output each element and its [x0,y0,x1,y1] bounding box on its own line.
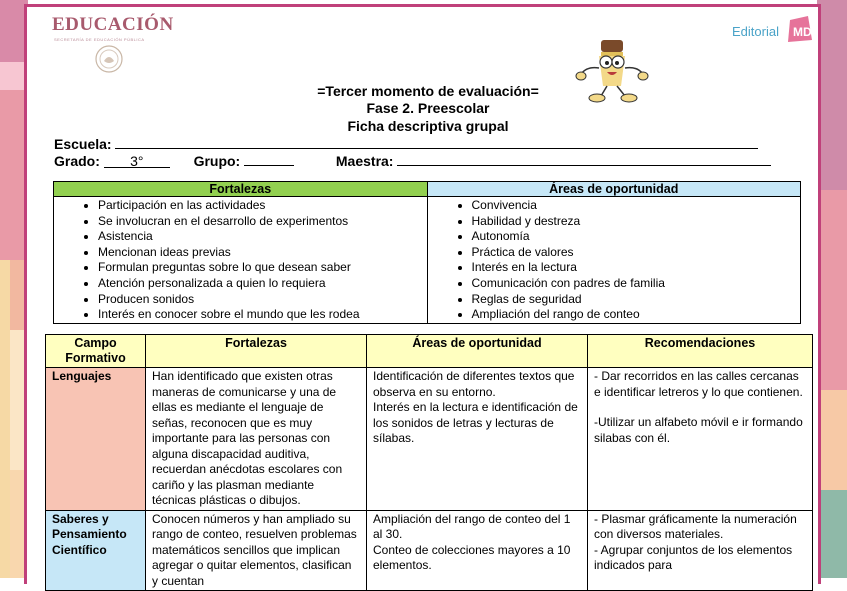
areas-text: Interés en la lectura e identificación de los sonidos de letras y lecturas de sílabas. [373,400,578,445]
opportunities-header: Áreas de oportunidad [427,182,801,197]
education-logo-subtitle: SECRETARÍA DE EDUCACIÓN PÚBLICA [54,37,145,42]
list-item: • Habilidad y destreza [472,214,801,230]
right-decorative-border [817,0,847,578]
fortalezas-cell: Han identificado que existen otras maneras de comunicarse y una de ellas es mediante el lenguaje de señas, reconocen que es muy importante para las personas con alguna discapacidad auditiva, recuerdan anécdotas escolares con cariño y las plasman mediante técnicas plásticas o dibujos. [146,368,367,511]
recomendaciones-header: Recomendaciones [588,335,813,368]
strengths-header: Fortalezas [54,182,428,197]
list-item: • Convivencia [472,198,801,214]
opportunities-cell [427,197,801,324]
areas-header: Áreas de oportunidad [367,335,588,368]
areas-text: Ampliación del rango de conteo del 1 al 30. [373,511,571,541]
group-label: Grupo: [193,153,241,169]
document-subtitle-sheet: Ficha descriptiva grupal [347,118,509,134]
campo-cell: Saberes y Pensamiento Científico [46,510,146,591]
fortalezas-cell: Conocen números y han ampliado su rango de conteo, resuelven problemas matemáticos sencillos que implican agregar o quitar elementos, clasifican y cuentan [146,510,367,591]
national-seal-icon [94,44,124,74]
areas-cell [367,510,588,591]
school-field-row [54,134,758,152]
recomendaciones-cell [588,368,813,511]
list-item: • Asistencia [98,229,427,245]
school-label: Escuela: [54,136,112,152]
document-title: =Tercer momento de evaluación= [317,83,539,99]
grade-field[interactable]: 3° [104,153,170,168]
publisher-logo: Editorial [732,24,779,39]
svg-text:MD: MD [793,25,812,39]
list-item: • Interés en la lectura [472,260,801,276]
table-row [46,368,813,511]
teacher-label: Maestra: [335,153,394,169]
areas-cell [367,368,588,511]
list-item: • Reglas de seguridad [472,292,801,308]
areas-text: Identificación de diferentes textos que observa en su entorno. [373,369,575,399]
fortalezas-header: Fortalezas [146,335,367,368]
recommendation-text: - Dar recorridos en las calles cercanas e identificar letreros y lo que contienen. [594,369,803,399]
list-item: • Interés en conocer sobre el mundo que les rodea [98,307,427,323]
summary-table [53,181,801,324]
list-item: • Autonomía [472,229,801,245]
list-item: • Atención personalizada a quien lo requiera [98,276,427,292]
school-field[interactable] [115,134,758,149]
strengths-cell [54,197,428,324]
campo-cell: Lenguajes [46,368,146,511]
detail-table [45,334,813,591]
education-logo: EDUCACIÓN [52,14,174,35]
group-field[interactable] [244,151,294,166]
recommendation-text: - Plasmar gráficamente la numeración con diversos materiales. [594,511,797,541]
opportunities-list [428,198,801,323]
list-item: • Participación en las actividades [98,198,427,214]
list-item: • Comunicación con padres de familia [472,276,801,292]
document-subtitle-phase: Fase 2. Preescolar [366,100,490,116]
strengths-list [54,198,427,323]
table-row [46,510,813,591]
campo-header: Campo Formativo [46,335,146,368]
areas-text: Conteo de colecciones mayores a 10 elementos. [373,542,571,572]
grade-label: Grado: [54,153,100,169]
list-item: • Práctica de valores [472,245,801,261]
recommendation-text: -Utilizar un alfabeto móvil e ir formando silabas con él. [594,415,803,445]
list-item: • Se involucran en el desarrollo de experimentos [98,214,427,230]
list-item: • Formulan preguntas sobre lo que desean saber [98,260,427,276]
list-item: • Mencionan ideas previas [98,245,427,261]
grade-group-teacher-row [54,151,771,169]
recommendation-text: - Agrupar conjuntos de los elementos indicados para [594,542,793,572]
recomendaciones-cell [588,510,813,591]
list-item: • Producen sonidos [98,292,427,308]
list-item: • Ampliación del rango de conteo [472,307,801,323]
publisher-badge-icon [786,14,814,44]
teacher-field[interactable] [397,151,771,166]
